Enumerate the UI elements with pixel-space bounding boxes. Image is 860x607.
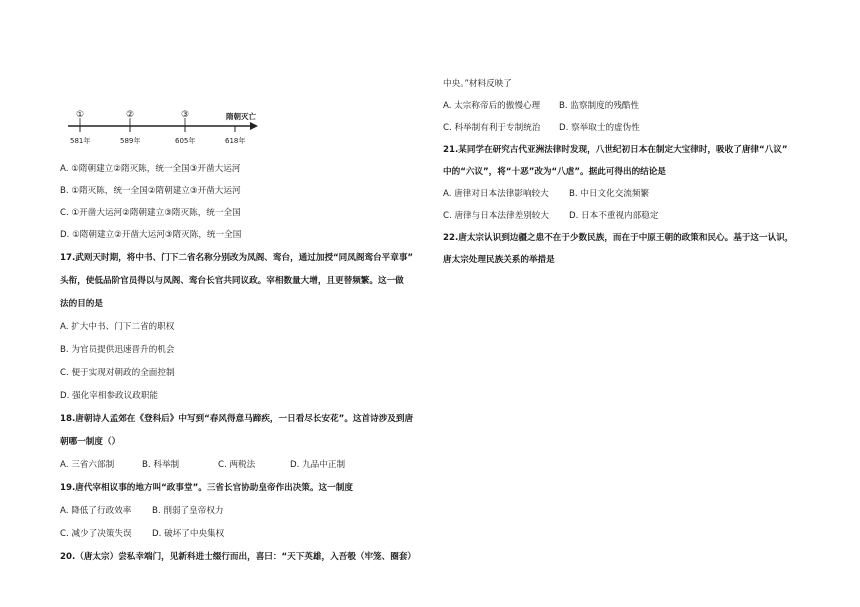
q21-option-c: C. 唐律与日本法律差别较大 [443, 211, 549, 221]
q16-option-a: A. ①隋朝建立②隋灭陈，统一全国③开凿大运河 [60, 164, 241, 174]
q16-option-d: D. ①隋朝建立②开凿大运河③隋灭陈，统一全国 [60, 230, 242, 240]
timeline-year-581: 581年 [70, 137, 91, 145]
q19-option-d: D. 破坏了中央集权 [152, 529, 225, 539]
q20-option-d: D. 察举取士的虚伪性 [559, 123, 640, 133]
q16-option-c: C. ①开凿大运河②隋朝建立③隋灭陈，统一全国 [60, 208, 241, 218]
q18-option-a: A. 三省六部制 [60, 460, 115, 470]
q18-option-d: D. 九品中正制 [290, 460, 346, 470]
q19-option-b: B. 削弱了皇帝权力 [152, 506, 224, 516]
q17-stem-line-1: 17.武则天时期，将中书、门下二省名称分别改为凤阁、鸾台，通过加授“同凤阁鸾台平章事” [60, 253, 414, 263]
q21-option-a: A. 唐律对日本法律影响较大 [443, 189, 549, 199]
q17-option-d: D. 强化宰相参政议政职能 [60, 391, 159, 401]
q18-stem-line-1: 18.唐朝诗人孟郊在《登科后》中写到“春风得意马蹄疾，一日看尽长安花”。这首诗涉及到唐 [60, 414, 414, 424]
timeline-marker-1: ① [76, 110, 85, 120]
q22-stem-line-2: 唐太宗处理民族关系的举措是 [443, 255, 555, 265]
q20-stem: 20.（唐太宗）尝私幸端门，见新科进士缀行而出，喜曰：“天下英雄，入吾彀（牢笼、圈套） [60, 552, 417, 562]
timeline-marker-2: ② [126, 110, 135, 120]
timeline-marker-3: ③ [181, 110, 190, 120]
q21-stem-line-1: 21.某同学在研究古代亚洲法律时发现，八世纪初日本在制定大宝律时，吸收了唐律“八议” [443, 145, 788, 155]
q17-option-a: A. 扩大中书、门下二省的职权 [60, 322, 175, 332]
q17-option-b: B. 为官员提供迅速晋升的机会 [60, 345, 175, 355]
timeline-end-label: 隋朝灭亡 [226, 112, 256, 121]
q18-option-b: B. 科举制 [142, 460, 180, 470]
q19-stem: 19.唐代宰相议事的地方叫“政事堂”。三省长官协助皇帝作出决策。这一制度 [60, 483, 353, 493]
timeline-diagram [60, 106, 275, 154]
q17-option-c: C. 便于实现对朝政的全面控制 [60, 368, 175, 378]
q17-stem-line-2: 头衔，使低品阶官员得以与凤阁、鸾台长官共同议政。宰相数量大增，且更替频繁。这一做 [60, 276, 404, 286]
q16-option-b: B. ①隋灭陈，统一全国②隋朝建立③开凿大运河 [60, 186, 241, 196]
timeline-year-589: 589年 [120, 137, 141, 145]
q20-stem-continued: 中央。”材料反映了 [443, 79, 512, 89]
timeline-year-605: 605年 [175, 137, 196, 145]
q21-option-b: B. 中日文化交流频繁 [569, 189, 650, 199]
q17-stem-line-3: 法的目的是 [60, 299, 103, 309]
q20-option-c: C. 科举制有利于专制统治 [443, 123, 541, 133]
q19-option-c: C. 减少了决策失误 [60, 529, 132, 539]
q20-option-a: A. 太宗称帝后的傲慢心理 [443, 101, 541, 111]
q18-stem-line-2: 朝哪一制度（） [60, 437, 121, 447]
q19-option-a: A. 降低了行政效率 [60, 506, 132, 516]
q21-option-d: D. 日本不重视内部稳定 [569, 211, 659, 221]
q18-option-c: C. 两税法 [218, 460, 256, 470]
q22-stem-line-1: 22.唐太宗认识到边疆之患不在于少数民族，而在于中原王朝的政策和民心。基于这一认识， [443, 233, 794, 243]
q20-option-b: B. 监察制度的残酷性 [559, 101, 640, 111]
q21-stem-line-2: 中的“六议”，将“十恶”改为“八虐”。据此可得出的结论是 [443, 167, 666, 177]
timeline-year-618: 618年 [225, 137, 246, 145]
